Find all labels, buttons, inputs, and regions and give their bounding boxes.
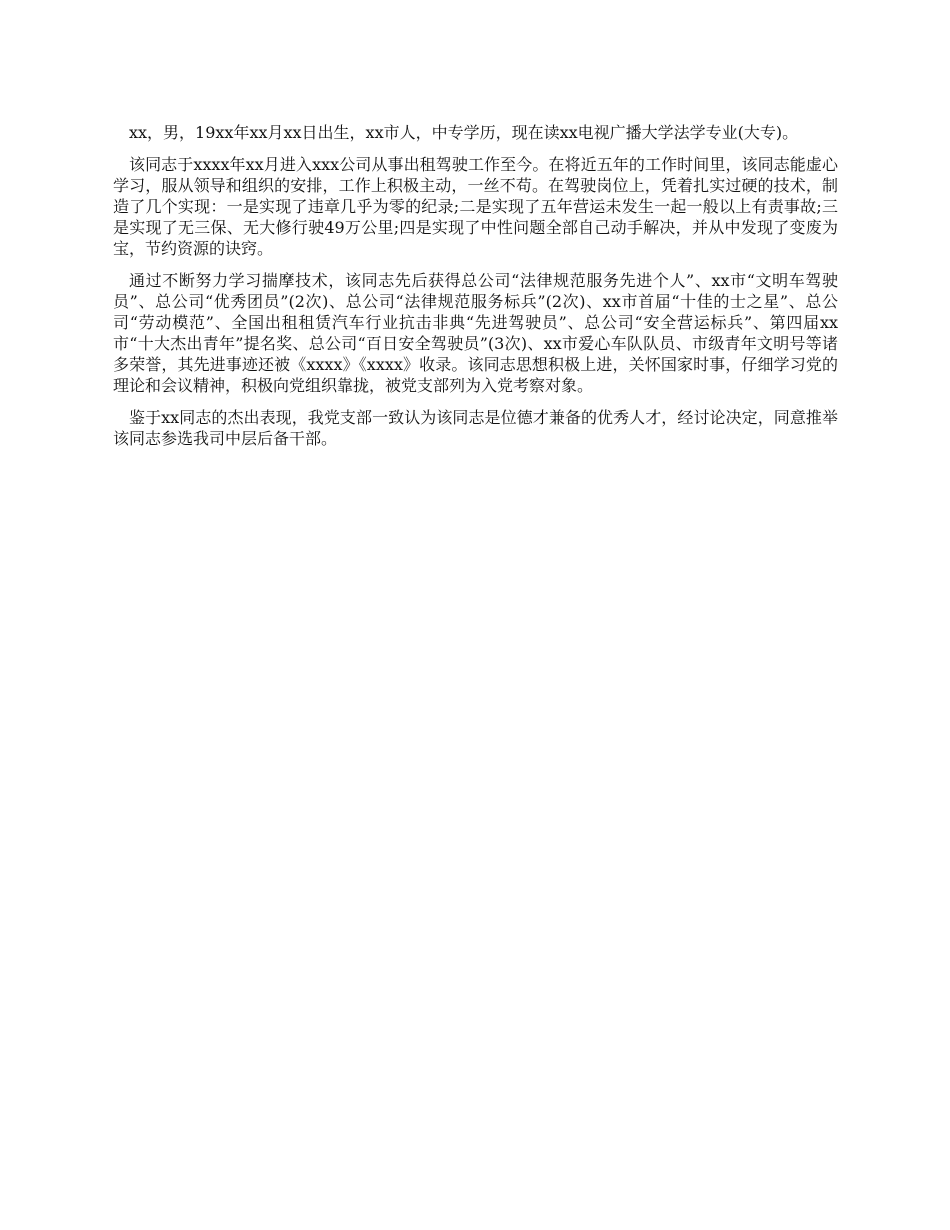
paragraph-personal-info: xx，男，19xx年xx月xx日出生，xx市人，中专学历，现在读xx电视广播大学法学专业(大专)。 bbox=[129, 123, 799, 142]
paragraph-work-history: 该同志于xxxx年xx月进入xxx公司从事出租驾驶工作至今。在将近五年的工作时间里，该同志能虚心学习，服从领导和组织的安排，工作上积极主动，一丝不苟。在驾驶岗位上，凭着扎实过硬的技术，制造了几个实现：一是实现了违章几乎为零的纪录;二是实现了五年营运未发生一起一般以上有责事故;三是实现了无三保、无大修行驶49万公里;四是实现了中性问题全部自己动手解决，并从中发现了变废为宝，节约资源的诀窍。 bbox=[113, 155, 838, 258]
paragraph-honors: 通过不断努力学习揣摩技术，该同志先后获得总公司“法律规范服务先进个人”、xx市“文明车驾驶员”、总公司“优秀团员”(2次)、总公司“法律规范服务标兵”(2次)、xx市首届“十佳的士之星”、总公司“劳动模范”、全国出租租赁汽车行业抗击非典“先进驾驶员”、总公司“安全营运标兵”、第四届xx市“十大杰出青年”提名奖、总公司“百日安全驾驶员”(3次)、xx市爱心车队队员、市级青年文明号等诸多荣誉，其先进事迹还被《xxxx》《xxxx》收录。该同志思想积极上进，关怀国家时事，仔细学习党的理论和会议精神，积极向党组织靠拢，被党支部列为入党考察对象。 bbox=[113, 271, 838, 395]
document-page bbox=[113, 122, 838, 460]
paragraph-recommendation: 鉴于xx同志的杰出表现，我党支部一致认为该同志是位德才兼备的优秀人才，经讨论决定，同意推举该同志参选我司中层后备干部。 bbox=[113, 408, 838, 448]
